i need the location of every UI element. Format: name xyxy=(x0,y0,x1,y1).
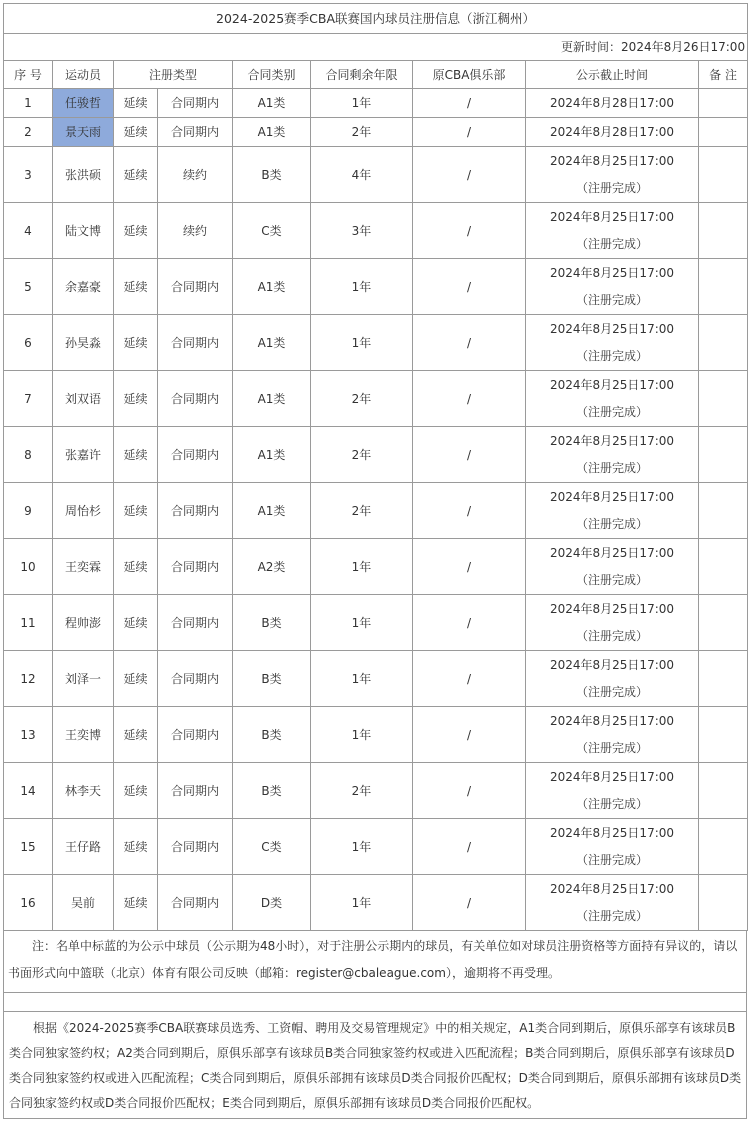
blank-row xyxy=(4,993,747,1012)
table-title: 2024-2025赛季CBA联赛国内球员注册信息（浙江稠州） xyxy=(4,4,748,34)
cell-former-club: / xyxy=(413,147,526,203)
cell-reg-type: 延续 xyxy=(114,483,158,539)
cell-player-name: 王奕博 xyxy=(53,707,114,763)
title-row xyxy=(4,4,748,34)
cell-no: 16 xyxy=(4,875,53,931)
table-row xyxy=(4,259,748,315)
table-row xyxy=(4,819,748,875)
registration-status: （注册完成） xyxy=(575,404,648,419)
cell-player-name: 景天雨 xyxy=(53,118,114,147)
cell-player-name: 吴前 xyxy=(53,875,114,931)
cell-remark xyxy=(699,89,748,118)
cell-reg-subtype: 合同期内 xyxy=(158,819,233,875)
blank-cell xyxy=(4,993,747,1012)
registration-status: （注册完成） xyxy=(575,292,648,307)
cell-contract-type: A1类 xyxy=(233,483,311,539)
cell-years-left: 1年 xyxy=(311,315,413,371)
cell-player-name: 程帅澎 xyxy=(53,595,114,651)
cell-no: 5 xyxy=(4,259,53,315)
note-text xyxy=(4,931,747,993)
cell-remark xyxy=(699,259,748,315)
cell-deadline xyxy=(526,203,699,259)
cell-no: 4 xyxy=(4,203,53,259)
header-player: 运动员 xyxy=(53,61,114,89)
cell-no: 13 xyxy=(4,707,53,763)
registration-status: （注册完成） xyxy=(575,236,648,251)
cell-reg-subtype: 合同期内 xyxy=(158,763,233,819)
header-remark: 备 注 xyxy=(699,61,748,89)
cell-reg-type: 延续 xyxy=(114,539,158,595)
cell-former-club: / xyxy=(413,763,526,819)
cell-player-name: 孙昊淼 xyxy=(53,315,114,371)
rules-text xyxy=(4,1012,747,1119)
cell-player-name: 张洪硕 xyxy=(53,147,114,203)
cell-reg-type: 延续 xyxy=(114,427,158,483)
cell-player-name: 林李天 xyxy=(53,763,114,819)
cell-reg-type: 延续 xyxy=(114,651,158,707)
cell-contract-type: B类 xyxy=(233,763,311,819)
cell-player-name: 任骏哲 xyxy=(53,89,114,118)
deadline-time: 2024年8月28日17:00 xyxy=(549,124,675,139)
cell-contract-type: A1类 xyxy=(233,89,311,118)
header-row xyxy=(4,61,748,89)
cell-player-name: 王仔路 xyxy=(53,819,114,875)
cell-deadline xyxy=(526,875,699,931)
cell-reg-subtype: 合同期内 xyxy=(158,259,233,315)
deadline-time: 2024年8月25日17:00 xyxy=(549,489,675,504)
cell-years-left: 1年 xyxy=(311,707,413,763)
cell-remark xyxy=(699,203,748,259)
cell-reg-type: 延续 xyxy=(114,315,158,371)
cell-no: 8 xyxy=(4,427,53,483)
cell-reg-subtype: 续约 xyxy=(158,203,233,259)
table-row xyxy=(4,539,748,595)
cell-former-club: / xyxy=(413,371,526,427)
cell-years-left: 1年 xyxy=(311,89,413,118)
registration-status: （注册完成） xyxy=(575,348,648,363)
cell-former-club: / xyxy=(413,651,526,707)
cell-no: 9 xyxy=(4,483,53,539)
cell-former-club: / xyxy=(413,539,526,595)
deadline-time: 2024年8月25日17:00 xyxy=(549,321,675,336)
cell-deadline xyxy=(526,315,699,371)
cell-reg-type: 延续 xyxy=(114,118,158,147)
registration-table xyxy=(3,3,748,931)
cell-years-left: 4年 xyxy=(311,147,413,203)
cell-deadline xyxy=(526,819,699,875)
registration-sheet xyxy=(3,3,747,1119)
cell-player-name: 张嘉许 xyxy=(53,427,114,483)
cell-deadline xyxy=(526,483,699,539)
cell-years-left: 2年 xyxy=(311,427,413,483)
cell-deadline xyxy=(526,763,699,819)
cell-remark xyxy=(699,118,748,147)
registration-status: （注册完成） xyxy=(575,684,648,699)
cell-remark xyxy=(699,427,748,483)
cell-deadline xyxy=(526,539,699,595)
header-no: 序 号 xyxy=(4,61,53,89)
deadline-time: 2024年8月25日17:00 xyxy=(549,153,675,168)
cell-deadline xyxy=(526,707,699,763)
cell-player-name: 王奕霖 xyxy=(53,539,114,595)
cell-former-club: / xyxy=(413,259,526,315)
cell-reg-type: 延续 xyxy=(114,89,158,118)
cell-player-name: 刘双语 xyxy=(53,371,114,427)
cell-reg-type: 延续 xyxy=(114,707,158,763)
cell-no: 1 xyxy=(4,89,53,118)
cell-contract-type: B类 xyxy=(233,651,311,707)
registration-status: （注册完成） xyxy=(575,852,648,867)
table-row xyxy=(4,875,748,931)
cell-former-club: / xyxy=(413,203,526,259)
cell-remark xyxy=(699,147,748,203)
cell-remark xyxy=(699,483,748,539)
cell-contract-type: A1类 xyxy=(233,259,311,315)
cell-former-club: / xyxy=(413,819,526,875)
cell-reg-type: 延续 xyxy=(114,371,158,427)
cell-contract-type: D类 xyxy=(233,875,311,931)
deadline-time: 2024年8月25日17:00 xyxy=(549,433,675,448)
cell-reg-type: 延续 xyxy=(114,595,158,651)
cell-deadline xyxy=(526,595,699,651)
table-row xyxy=(4,651,748,707)
cell-deadline xyxy=(526,651,699,707)
deadline-time: 2024年8月25日17:00 xyxy=(549,601,675,616)
cell-deadline xyxy=(526,259,699,315)
deadline-time: 2024年8月25日17:00 xyxy=(549,769,675,784)
cell-contract-type: C类 xyxy=(233,819,311,875)
deadline-time: 2024年8月25日17:00 xyxy=(549,377,675,392)
cell-remark xyxy=(699,651,748,707)
cell-no: 14 xyxy=(4,763,53,819)
table-row xyxy=(4,118,748,147)
cell-reg-type: 延续 xyxy=(114,819,158,875)
deadline-time: 2024年8月25日17:00 xyxy=(549,825,675,840)
cell-contract-type: A1类 xyxy=(233,427,311,483)
note-content: 注：名单中标蓝的为公示中球员（公示期为48小时），对于注册公示期内的球员，有关单位如对球员注册资格等方面持有异议的，请以书面形式向中篮联（北京）体育有限公司反映（邮箱：register@cbaleague.com），逾期将不再受理。 xyxy=(8,939,738,980)
cell-years-left: 1年 xyxy=(311,819,413,875)
cell-reg-subtype: 合同期内 xyxy=(158,371,233,427)
registration-status: （注册完成） xyxy=(575,740,648,755)
rules-content: 根据《2024-2025赛季CBA联赛球员选秀、工资帽、聘用及交易管理规定》中的相关规定，A1类合同到期后，原俱乐部享有该球员B类合同独家签约权；A2类合同到期后，原俱乐部享有该球员B类合同独家签约权或进入匹配流程；B类合同到期后，原俱乐部享有该球员D类合同独家签约权或进入匹配流程；C类合同到期后，原俱乐部拥有该球员D类合同报价匹配权；D类合同到期后，原俱乐部拥有该球员D类合同独家签约权或D类合同报价匹配权；E类合同到期后，原俱乐部拥有该球员D类合同报价匹配权。 xyxy=(9,1021,742,1110)
cell-contract-type: A2类 xyxy=(233,539,311,595)
deadline-time: 2024年8月28日17:00 xyxy=(549,95,675,110)
cell-former-club: / xyxy=(413,89,526,118)
cell-player-name: 刘泽一 xyxy=(53,651,114,707)
header-contract-type: 合同类别 xyxy=(233,61,311,89)
rules-row xyxy=(4,1012,747,1119)
cell-player-name: 陆文博 xyxy=(53,203,114,259)
cell-reg-subtype: 合同期内 xyxy=(158,651,233,707)
cell-deadline xyxy=(526,89,699,118)
registration-status: （注册完成） xyxy=(575,460,648,475)
cell-former-club: / xyxy=(413,483,526,539)
registration-status: （注册完成） xyxy=(575,516,648,531)
cell-years-left: 3年 xyxy=(311,203,413,259)
cell-years-left: 2年 xyxy=(311,483,413,539)
cell-former-club: / xyxy=(413,595,526,651)
cell-reg-subtype: 合同期内 xyxy=(158,483,233,539)
cell-deadline xyxy=(526,147,699,203)
cell-no: 10 xyxy=(4,539,53,595)
cell-contract-type: B类 xyxy=(233,707,311,763)
cell-former-club: / xyxy=(413,315,526,371)
table-row xyxy=(4,707,748,763)
cell-reg-subtype: 合同期内 xyxy=(158,539,233,595)
registration-status: （注册完成） xyxy=(575,908,648,923)
update-row xyxy=(4,34,748,61)
cell-former-club: / xyxy=(413,875,526,931)
cell-remark xyxy=(699,763,748,819)
cell-no: 15 xyxy=(4,819,53,875)
cell-no: 12 xyxy=(4,651,53,707)
registration-status: （注册完成） xyxy=(575,628,648,643)
registration-status: （注册完成） xyxy=(575,180,648,195)
cell-player-name: 周怡杉 xyxy=(53,483,114,539)
table-row xyxy=(4,763,748,819)
cell-reg-type: 延续 xyxy=(114,147,158,203)
cell-reg-subtype: 合同期内 xyxy=(158,595,233,651)
cell-reg-subtype: 合同期内 xyxy=(158,315,233,371)
cell-years-left: 2年 xyxy=(311,763,413,819)
cell-remark xyxy=(699,707,748,763)
registration-status: （注册完成） xyxy=(575,572,648,587)
cell-former-club: / xyxy=(413,427,526,483)
deadline-time: 2024年8月25日17:00 xyxy=(549,265,675,280)
cell-years-left: 2年 xyxy=(311,371,413,427)
cell-remark xyxy=(699,371,748,427)
cell-remark xyxy=(699,875,748,931)
cell-deadline xyxy=(526,427,699,483)
cell-contract-type: A1类 xyxy=(233,371,311,427)
table-row xyxy=(4,315,748,371)
cell-reg-type: 延续 xyxy=(114,203,158,259)
cell-reg-subtype: 合同期内 xyxy=(158,707,233,763)
cell-no: 7 xyxy=(4,371,53,427)
cell-reg-subtype: 续约 xyxy=(158,147,233,203)
cell-player-name: 余嘉豪 xyxy=(53,259,114,315)
cell-remark xyxy=(699,595,748,651)
notes-table xyxy=(3,930,747,1119)
cell-reg-subtype: 合同期内 xyxy=(158,875,233,931)
cell-contract-type: A1类 xyxy=(233,118,311,147)
cell-remark xyxy=(699,539,748,595)
cell-years-left: 1年 xyxy=(311,875,413,931)
table-row xyxy=(4,595,748,651)
cell-reg-subtype: 合同期内 xyxy=(158,427,233,483)
deadline-time: 2024年8月25日17:00 xyxy=(549,657,675,672)
deadline-time: 2024年8月25日17:00 xyxy=(549,209,675,224)
cell-years-left: 1年 xyxy=(311,259,413,315)
cell-reg-type: 延续 xyxy=(114,875,158,931)
registration-status: （注册完成） xyxy=(575,796,648,811)
header-deadline: 公示截止时间 xyxy=(526,61,699,89)
cell-remark xyxy=(699,819,748,875)
cell-no: 6 xyxy=(4,315,53,371)
cell-contract-type: A1类 xyxy=(233,315,311,371)
cell-years-left: 1年 xyxy=(311,539,413,595)
table-row xyxy=(4,483,748,539)
cell-remark xyxy=(699,315,748,371)
cell-deadline xyxy=(526,371,699,427)
cell-no: 3 xyxy=(4,147,53,203)
cell-contract-type: B类 xyxy=(233,595,311,651)
cell-former-club: / xyxy=(413,707,526,763)
update-time: 更新时间：2024年8月26日17:00 xyxy=(4,34,748,61)
deadline-time: 2024年8月25日17:00 xyxy=(549,881,675,896)
table-row xyxy=(4,427,748,483)
table-row xyxy=(4,371,748,427)
cell-no: 11 xyxy=(4,595,53,651)
table-row xyxy=(4,147,748,203)
cell-former-club: / xyxy=(413,118,526,147)
cell-no: 2 xyxy=(4,118,53,147)
note-row xyxy=(4,931,747,993)
header-years-left: 合同剩余年限 xyxy=(311,61,413,89)
table-row xyxy=(4,89,748,118)
deadline-time: 2024年8月25日17:00 xyxy=(549,545,675,560)
cell-years-left: 1年 xyxy=(311,651,413,707)
header-former-club: 原CBA俱乐部 xyxy=(413,61,526,89)
cell-contract-type: B类 xyxy=(233,147,311,203)
header-reg-type: 注册类型 xyxy=(114,61,233,89)
cell-deadline xyxy=(526,118,699,147)
cell-reg-subtype: 合同期内 xyxy=(158,89,233,118)
deadline-time: 2024年8月25日17:00 xyxy=(549,713,675,728)
cell-reg-type: 延续 xyxy=(114,259,158,315)
cell-years-left: 1年 xyxy=(311,595,413,651)
table-row xyxy=(4,203,748,259)
cell-reg-type: 延续 xyxy=(114,763,158,819)
cell-reg-subtype: 合同期内 xyxy=(158,118,233,147)
cell-years-left: 2年 xyxy=(311,118,413,147)
cell-contract-type: C类 xyxy=(233,203,311,259)
